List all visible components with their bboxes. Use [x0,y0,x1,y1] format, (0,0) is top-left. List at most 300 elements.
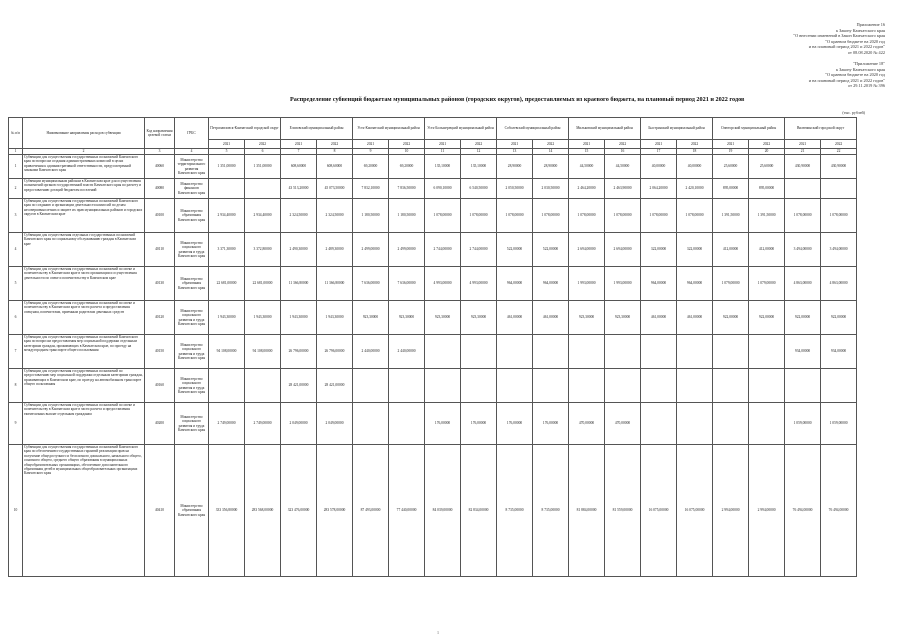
table-row [9,233,857,267]
row-value: 923,30000 [353,301,389,335]
row-value: 322,00000 [641,233,677,267]
row-value: 3 494,00000 [821,233,857,267]
annex-line: "О краевом бюджете на 2020 год [825,72,885,78]
row-value: 40,00000 [677,155,713,179]
row-name: Субвенции для осуществления государственных полномочий по опеке и попечительству в Камчатском крае в части расчета и предоставления опекунам, попечителям, приемным родителям денежных средств [23,301,145,335]
row-value: 923,30000 [461,301,497,335]
row-code: 40130 [145,267,175,301]
col-header-year: 2022 [389,140,425,149]
row-grbs: Министерство образования Камчатского края [175,445,209,577]
col-index: 16 [605,149,641,155]
col-header-year: 2022 [317,140,353,149]
row-value: 94 108,00000 [245,335,281,369]
col-index: 20 [749,149,785,155]
row-code: 40080 [145,179,175,199]
row-value: 461,00000 [677,301,713,335]
col-header-year: 2021 [641,140,677,149]
row-value: 923,30000 [425,301,461,335]
row-value: 934,00000 [821,335,857,369]
row-value [641,335,677,369]
row-name: Субвенции для осуществления государственных полномочий Камчатского края по вопросам предоставления мер социальной поддержки отдельным категориям граждан, проживающих в Камчатском крае, по проезду на междугородном транспорте общего пользования [23,335,145,369]
row-value: 2 694,00000 [569,233,605,267]
col-index: 17 [641,149,677,155]
row-code: 40120 [145,301,175,335]
row-value: 2 050,50000 [497,179,533,199]
row-value: 2 749,00000 [245,403,281,445]
row-value: 11 366,80000 [281,267,317,301]
page-number: 1 [437,630,439,635]
row-value: 1 391,50000 [713,199,749,233]
table-row [9,301,857,335]
col-header-num: № п/п [9,118,23,149]
row-value: 1 078,00000 [533,199,569,233]
row-value: 1 078,00000 [497,199,533,233]
row-value: 1 993,00000 [569,267,605,301]
row-value: 430,90000 [785,155,821,179]
row-value [533,369,569,403]
row-value [677,335,713,369]
row-value: 2 064,20000 [641,179,677,199]
row-value: 2 489,30000 [317,233,353,267]
row-code: 40200 [145,403,175,445]
col-header-year: 2022 [749,140,785,149]
row-value: 28 421,00000 [281,369,317,403]
row-value: 4 863,00000 [785,267,821,301]
row-value: 76 494,00000 [785,445,821,577]
row-value [425,369,461,403]
row-value [605,335,641,369]
col-index: 18 [677,149,713,155]
row-value [425,335,461,369]
row-value [353,403,389,445]
row-value: 1 351,00000 [209,155,245,179]
row-value: 2 049,00000 [281,403,317,445]
row-value: 6 090,10000 [425,179,461,199]
col-header-municipality: Быстринский муниципальный район [641,118,713,140]
row-grbs: Министерство социального развития и труда Камчатского края [175,403,209,445]
row-name: Субвенции для осуществления государственных полномочий по предоставлению мер социальной поддержки отдельным категориям граждан, проживающих в Камчатском крае, по проезду на автомобильном транспорте общего пользования [23,369,145,403]
row-value: 2 744,00000 [425,233,461,267]
table-row [9,403,857,445]
row-value [497,369,533,403]
row-value: 3 494,00000 [785,233,821,267]
row-number: 3 [9,199,23,233]
table-row [9,267,857,301]
row-value: 1 078,00000 [461,199,497,233]
row-value: 135,10000 [425,155,461,179]
col-header-municipality: Усть-Большерецкий муниципальный район [425,118,497,140]
row-value [209,369,245,403]
row-value [209,179,245,199]
row-value: 2 324,50000 [281,199,317,233]
row-value: 922,00000 [821,301,857,335]
row-value: 2 934,40000 [245,199,281,233]
row-value [605,369,641,403]
row-value: 28,90000 [533,155,569,179]
col-header-year: 2021 [353,140,389,149]
row-value: 82 834,00000 [461,445,497,577]
row-value: 461,00000 [641,301,677,335]
row-value: 412,00000 [713,233,749,267]
annex-line: от 08.08.2020 № 422 [847,49,885,55]
row-value [713,403,749,445]
row-value: 7 636,00000 [353,267,389,301]
row-code: 40100 [145,199,175,233]
row-value: 2 440,00000 [353,335,389,369]
col-header-year: 2021 [569,140,605,149]
row-value: 2 490,30000 [281,233,317,267]
row-value: 44,50000 [569,155,605,179]
row-value [749,403,785,445]
row-value: 1 078,00000 [425,199,461,233]
annex-line: к Закону Камчатского края [835,27,885,33]
col-index: 1 [9,149,23,155]
annex-line: "О внесении изменений в Закон Камчатского края [793,33,885,39]
col-header-year: 2022 [533,140,569,149]
col-header-municipality: Вилючинский городской округ [785,118,857,140]
row-value: 22 681,00000 [245,267,281,301]
row-value: 22 681,00000 [209,267,245,301]
row-value: 3 371,30000 [209,233,245,267]
row-value: 1 391,50000 [749,199,785,233]
col-index: 6 [245,149,281,155]
row-grbs: Министерство социального развития и труда Камчатского края [175,301,209,335]
row-code: 40060 [145,155,175,179]
row-value: 1 943,30000 [209,301,245,335]
row-value: 1 078,00000 [677,199,713,233]
row-number: 9 [9,403,23,445]
row-value: 1 078,00000 [641,199,677,233]
col-index: 9 [353,149,389,155]
row-value: 283 578,00000 [317,445,353,577]
row-value [785,369,821,403]
row-value: 11 366,80000 [317,267,353,301]
col-index: 13 [497,149,533,155]
col-header-year: 2021 [497,140,533,149]
row-value: 323 476,00000 [281,445,317,577]
row-value [497,335,533,369]
col-index: 7 [281,149,317,155]
row-value: 2 030,50000 [533,179,569,199]
row-value: 1 180,50000 [353,199,389,233]
row-number: 7 [9,335,23,369]
row-value: 895,00000 [713,179,749,199]
row-grbs: Министерство социального развития и труда Камчатского края [175,233,209,267]
row-value [713,335,749,369]
row-value [569,369,605,403]
row-value: 6 540,50000 [461,179,497,199]
row-value: 135,10000 [461,155,497,179]
row-number: 1 [9,155,23,179]
row-value [713,369,749,403]
row-number: 4 [9,233,23,267]
row-name: Субвенции муниципальным районам в Камчатском крае для осуществления полномочий органов государственной власти Камчатского края по расчету и предоставлению дотаций бюджетам поселений [23,179,145,199]
row-value: 28 421,00000 [317,369,353,403]
row-value: 84 039,00000 [425,445,461,577]
row-value [389,369,425,403]
row-number: 2 [9,179,23,199]
row-value: 2 420,10000 [677,179,713,199]
row-name: Субвенции для осуществления государственных полномочий по опеке и попечительству в Камчатском крае в части расчета и предоставления ежемесячных выплат отдельным гражданам [23,403,145,445]
document-title: Распределение субвенций бюджетам муниципальных районов (городских округов), предоставляемых из краевого бюджета, на плановый период 2021 и 2022 годов [290,96,745,103]
annex-line: и на плановый период 2021 и 2022 годов" [808,44,885,50]
row-value: 16 075,00000 [641,445,677,577]
row-value: 923,30000 [605,301,641,335]
row-value: 1 351,00000 [245,155,281,179]
col-header-grbs: ГРБС [175,118,209,149]
row-number: 10 [9,445,23,577]
annex-block-bottom [809,61,885,89]
col-header-year: 2021 [281,140,317,149]
col-header-municipality: Усть-Камчатский муниципальный район [353,118,425,140]
table-row [9,179,857,199]
row-value: 76 494,00000 [821,445,857,577]
row-value: 81 559,00000 [605,445,641,577]
col-header-year: 2021 [209,140,245,149]
table-row [9,369,857,403]
row-value: 522,00000 [497,233,533,267]
table-row [9,155,857,179]
row-value: 7 832,10000 [353,179,389,199]
row-value: 77 440,00000 [389,445,425,577]
row-value: 8 735,00000 [533,445,569,577]
row-value: 2 694,00000 [605,233,641,267]
row-value: 923,30000 [569,301,605,335]
row-value: 2 749,00000 [209,403,245,445]
row-value [569,335,605,369]
col-index: 5 [209,149,245,155]
row-value: 28,90000 [497,155,533,179]
row-value [353,369,389,403]
col-index: 3 [145,149,175,155]
row-number: 8 [9,369,23,403]
col-header-year: 2022 [821,140,857,149]
col-header-year: 2021 [425,140,461,149]
row-value: 1 943,30000 [245,301,281,335]
row-value: 69,20000 [353,155,389,179]
row-name: Субвенции для осуществления государственных полномочий Камчатского края по созданию и организации деятельности комиссий по делам несовершеннолетних и защите их прав муниципальных районов и городских округов в Камчатском крае [23,199,145,233]
row-value: 922,00000 [749,301,785,335]
row-value: 2 464,20000 [569,179,605,199]
col-index: 19 [713,149,749,155]
col-header-year: 2022 [461,140,497,149]
row-value: 608,60000 [317,155,353,179]
row-value: 964,00000 [533,267,569,301]
row-number: 6 [9,301,23,335]
row-value [677,369,713,403]
row-grbs: Министерство образования Камчатского края [175,267,209,301]
row-value: 87 493,00000 [353,445,389,577]
row-grbs: Министерство финансов Камчатского края [175,179,209,199]
row-value: 1 059,00000 [821,403,857,445]
annex-line: и на плановый период 2021 и 2022 годов" [808,77,885,83]
row-value [245,179,281,199]
row-value: 1 079,00000 [713,267,749,301]
units-label: (тыс. рублей) [842,110,865,115]
row-value: 283 568,00000 [245,445,281,577]
annex-block-top [793,22,885,56]
row-value: 333 356,80000 [209,445,245,577]
row-value: 608,60000 [281,155,317,179]
row-value: 1 078,00000 [821,199,857,233]
row-value: 2 049,00000 [317,403,353,445]
annex-line: от 29.11.2019 № 396 [848,83,885,89]
row-value: 2 994,00000 [749,445,785,577]
col-header-year: 2022 [245,140,281,149]
row-value: 1 059,00000 [785,403,821,445]
col-header-year: 2022 [677,140,713,149]
col-header-municipality: Елизовский муниципальный район [281,118,353,140]
row-value: 43 513,20000 [281,179,317,199]
row-value: 176,00000 [425,403,461,445]
col-header-code: Код направления целевой статьи [145,118,175,149]
row-code: 40160 [145,369,175,403]
row-value: 8 735,00000 [497,445,533,577]
row-value: 4 993,00000 [461,267,497,301]
row-value: 923,30000 [389,301,425,335]
row-value: 176,00000 [497,403,533,445]
row-value: 1 943,30000 [317,301,353,335]
row-value: 1 078,00000 [785,199,821,233]
row-value: 45 073,50000 [317,179,353,199]
row-value: 964,00000 [497,267,533,301]
row-grbs: Министерство социального развития и труда Камчатского края [175,335,209,369]
row-value: 94 108,00000 [209,335,245,369]
row-value: 1 079,00000 [749,267,785,301]
col-header-year: 2022 [605,140,641,149]
row-number: 5 [9,267,23,301]
row-value: 7 636,00000 [389,267,425,301]
row-value [641,369,677,403]
row-value: 470,00000 [605,403,641,445]
row-name: Субвенции для осуществления государственных полномочий по опеке и попечительству в Камчатском крае в части организации и осуществления деятельности по опеке и попечительству в Камчатском крае [23,267,145,301]
row-value: 922,00000 [785,301,821,335]
annex-line: "Приложение 18" [853,61,885,66]
table-row [9,445,857,577]
row-grbs: Министерство образования Камчатского края [175,199,209,233]
row-value [245,369,281,403]
annex-line: к Закону Камчатского края [835,66,885,72]
row-value: 964,00000 [677,267,713,301]
row-value [389,403,425,445]
col-header-year: 2021 [785,140,821,149]
row-value: 4 993,00000 [425,267,461,301]
col-index: 15 [569,149,605,155]
col-header-municipality: Мильковский муниципальный район [569,118,641,140]
table-row [9,335,857,369]
row-value: 81 884,00000 [569,445,605,577]
row-value: 2 499,00000 [353,233,389,267]
annex-line: Приложение 16 [856,22,885,27]
col-header-year: 2021 [713,140,749,149]
row-value: 1 180,50000 [389,199,425,233]
row-value: 461,00000 [533,301,569,335]
row-value: 176,00000 [533,403,569,445]
row-value: 964,00000 [641,267,677,301]
row-value: 412,00000 [749,233,785,267]
col-index: 10 [389,149,425,155]
subventions-table [8,117,857,577]
row-code: 40110 [145,233,175,267]
row-value [461,335,497,369]
col-index: 21 [785,149,821,155]
row-value: 470,00000 [569,403,605,445]
row-value [749,369,785,403]
row-value: 934,00000 [785,335,821,369]
col-index: 12 [461,149,497,155]
row-value: 40,00000 [641,155,677,179]
col-index: 11 [425,149,461,155]
row-value: 322,00000 [677,233,713,267]
row-value: 26 796,00000 [317,335,353,369]
annex-line: "О краевом бюджете на 2020 год [825,38,885,44]
row-value: 69,20000 [389,155,425,179]
table-row [9,199,857,233]
row-name: Субвенции для осуществления государственных полномочий Камчатского края по обеспечению государственных гарантий реализации прав на получение общедоступного и бесплатного дошкольного, начального общего, основного общего, среднего общего образования в муниципальных общеобразовательных организациях, обеспечение дополнительного образования детей в муниципальных общеобразовательных организациях Камчатского края [23,445,145,577]
row-value [821,369,857,403]
row-value: 2 324,50000 [317,199,353,233]
row-value: 44,50000 [605,155,641,179]
row-grbs: Министерство территориального развития Камчатского края [175,155,209,179]
row-code: 40410 [145,445,175,577]
row-value [749,335,785,369]
header-row-municipalities [9,118,857,140]
row-value: 2 499,00000 [389,233,425,267]
row-value [821,179,857,199]
col-header-municipality: Олюторский муниципальный район [713,118,785,140]
row-value [785,179,821,199]
row-value: 16 075,00000 [677,445,713,577]
row-value: 4 863,00000 [821,267,857,301]
row-value: 430,90000 [821,155,857,179]
col-header-municipality: Петропавловск-Камчатский городской округ [209,118,281,140]
row-value: 25,60000 [713,155,749,179]
row-value [533,335,569,369]
row-value: 1 078,00000 [569,199,605,233]
row-value [677,403,713,445]
row-code: 40150 [145,335,175,369]
row-value: 2 440,00000 [389,335,425,369]
row-value: 7 836,50000 [389,179,425,199]
col-header-name: Наименование направления расходов субвенции [23,118,145,149]
row-value: 1 943,30000 [281,301,317,335]
row-name: Субвенции для осуществления государственных полномочий Камчатского края по вопросам создания административных комиссий в целях привлечения к административной ответственности, предусмотренной законами Камчатского края [23,155,145,179]
row-value: 1 078,00000 [605,199,641,233]
col-index: 4 [175,149,209,155]
row-value: 176,00000 [461,403,497,445]
row-value: 1 993,00000 [605,267,641,301]
row-value: 461,00000 [497,301,533,335]
row-value [641,403,677,445]
row-value: 522,00000 [533,233,569,267]
col-index: 2 [23,149,145,155]
row-value: 3 372,80000 [245,233,281,267]
col-index: 22 [821,149,857,155]
row-value [461,369,497,403]
col-index: 14 [533,149,569,155]
row-value: 2 744,00000 [461,233,497,267]
row-grbs: Министерство социального развития и труда Камчатского края [175,369,209,403]
row-value: 895,00000 [749,179,785,199]
row-value: 26 796,00000 [281,335,317,369]
col-header-municipality: Соболевский муниципальный район [497,118,569,140]
row-value: 25,60000 [749,155,785,179]
col-index: 8 [317,149,353,155]
row-name: Субвенции для осуществления отдельных государственных полномочий Камчатского края по социальному обслуживанию граждан в Камчатском крае [23,233,145,267]
row-value: 2 463,90000 [605,179,641,199]
row-value: 2 994,00000 [713,445,749,577]
row-value: 922,00000 [713,301,749,335]
